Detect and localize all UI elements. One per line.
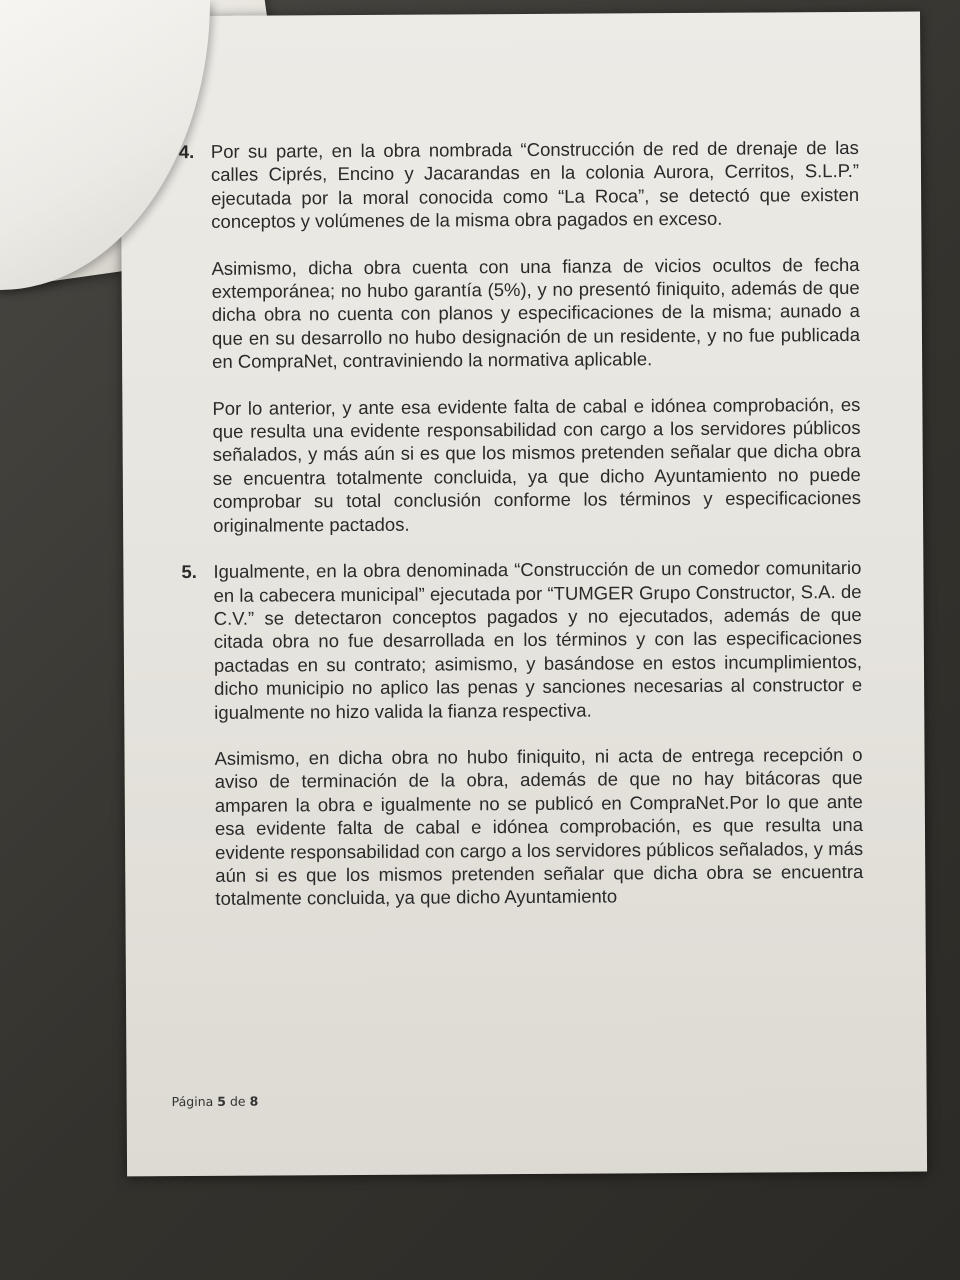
footer-separator: de — [229, 1093, 246, 1109]
footer-current-page: 5 — [217, 1093, 227, 1109]
footer-total-pages: 8 — [249, 1093, 259, 1109]
item-number: 5. — [181, 561, 197, 583]
paragraph: Por lo anterior, y ante esa evidente falta de cabal e idónea comprobación, es que resulta una evidente responsabilidad con cargo a los servidores públicos señalados, y más aún si es que los mismos pretenden señalar que dicha obra se encuentra totalmente concluida, ya que dicho Ayuntamiento no puede comprobar su total conclusión conforme los términos y especificaciones originalmente pactados. — [212, 393, 862, 536]
paragraph: Igualmente, en la obra denominada “Construcción de un comedor comunitario en la cabecera municipal” ejecutada por “TUMGER Grupo Constructor, S.A. de C.V.” se detectaron conceptos pagados y no ejecutados, además de que citada obra no fue desarrollada en los términos y con las especificaciones pactadas en su contrato; asimismo, y basándose en estos incumplimientos, dicho municipio no aplico las penas y sanciones necesarias al constructor e igualmente no hizo valida la fianza respectiva. — [213, 557, 863, 723]
paragraph: Por su parte, en la obra nombrada “Construcción de red de drenaje de las calles Ciprés, Encino y Jacarandas en la colonia Aurora, Cerritos, S.L.P.” ejecutada por la moral conocida como “La Roca”, se detectó que existen conceptos y volúmenes de la misma obra pagados en exceso. — [210, 136, 860, 233]
paragraph: Asimismo, dicha obra cuenta con una fianza de vicios ocultos de fecha extemporánea; no hubo garantía (5%), y no presentó finiquito, además de que dicha obra no cuenta con planos y especificaciones de la misma; aunado a que en su desarrollo no hubo designación de un residente, y no fue publicada en CompraNet, contraviniendo la normativa aplicable. — [211, 253, 861, 373]
paragraph: Asimismo, en dicha obra no hubo finiquito, ni acta de entrega recepción o aviso de terminación de la obra, además de que no hay bitácoras que amparen la obra e igualmente no se publicó en CompraNet.Por lo que ante esa evidente falta de cabal e idónea comprobación, es que resulta una evidente responsabilidad con cargo a los servidores públicos señalados, y más aún si es que los mismos pretenden señalar que dicha obra se encuentra totalmente concluida, ya que dicho Ayuntamiento — [214, 743, 864, 910]
page-body — [169, 136, 864, 911]
document-page — [120, 12, 927, 1177]
footer-label: Página — [171, 1093, 214, 1110]
list-item-4 — [169, 136, 861, 537]
page-footer — [172, 1094, 259, 1110]
item-number: 4. — [178, 140, 195, 163]
list-item-5 — [171, 556, 863, 911]
